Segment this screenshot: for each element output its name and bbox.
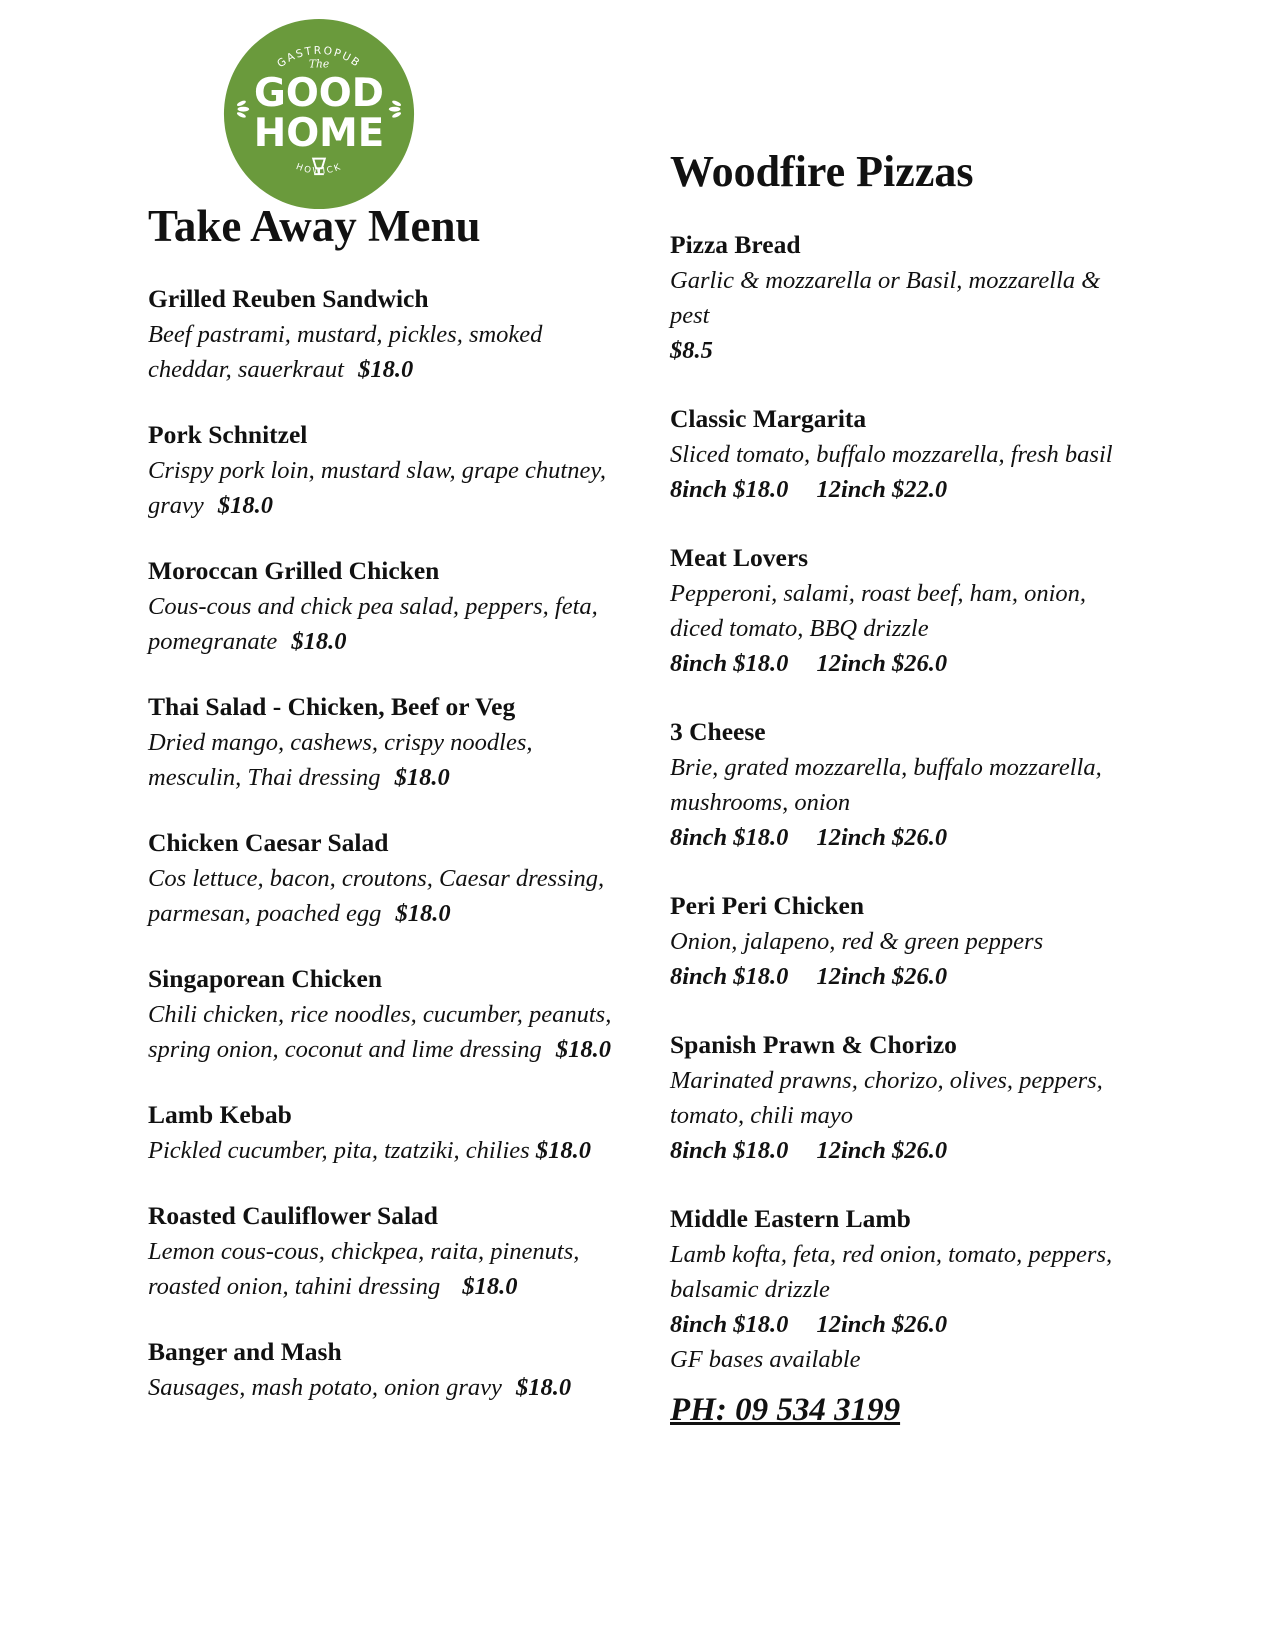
item-desc: Onion, jalapeno, red & green peppers <box>670 928 1044 955</box>
menu-item <box>148 1097 618 1168</box>
price-12inch: 12inch $26.0 <box>816 1137 948 1164</box>
item-name: Spanish Prawn & Chorizo <box>670 1030 957 1059</box>
logo-home-text: HOME <box>253 111 385 157</box>
menu-item <box>148 417 618 523</box>
section-title: Woodfire Pizzas <box>670 147 974 196</box>
price-8inch: 8inch $18.0 <box>670 1311 789 1338</box>
item-name: Moroccan Grilled Chicken <box>148 556 440 585</box>
item-price: $18.0 <box>217 492 274 519</box>
item-name: Pizza Bread <box>670 230 801 259</box>
item-desc: Garlic & mozzarella or Basil, mozzarella & pest <box>670 267 1101 329</box>
price-12inch: 12inch $26.0 <box>816 1311 948 1338</box>
menu-item <box>148 281 618 387</box>
item-name: Singaporean Chicken <box>148 964 383 993</box>
item-desc: Marinated prawns, chorizo, olives, peppers, tomato, chili mayo <box>670 1067 1103 1129</box>
price-12inch: 12inch $26.0 <box>816 650 948 677</box>
menu-item <box>670 401 1140 507</box>
item-desc: Cous-cous and chick pea salad, peppers, feta, pomegranate <box>148 593 598 655</box>
menu-item <box>148 1334 618 1405</box>
item-price: $18.0 <box>462 1273 518 1300</box>
item-desc: Crispy pork loin, mustard slaw, grape chutney, gravy <box>148 457 606 519</box>
item-desc: Cos lettuce, bacon, croutons, Caesar dressing, parmesan, poached egg <box>148 865 605 927</box>
logo-good-text: GOOD <box>253 71 385 117</box>
price-8inch: 8inch $18.0 <box>670 963 789 990</box>
price-8inch: 8inch $18.0 <box>670 476 789 503</box>
item-desc: Sausages, mash potato, onion gravy <box>148 1374 502 1401</box>
menu-item <box>148 553 618 659</box>
item-name: Middle Eastern Lamb <box>670 1204 911 1233</box>
item-desc: Chili chicken, rice noodles, cucumber, peanuts, spring onion, coconut and lime dressing <box>148 1001 612 1063</box>
item-name: Lamb Kebab <box>148 1100 292 1129</box>
menu-item <box>148 961 618 1067</box>
item-desc: Sliced tomato, buffalo mozzarella, fresh basil <box>670 441 1113 468</box>
item-price: $18.0 <box>358 356 414 383</box>
pizza-items <box>670 227 1140 1377</box>
price-8inch: 8inch $18.0 <box>670 824 789 851</box>
price-12inch: 12inch $26.0 <box>816 963 948 990</box>
item-name: 3 Cheese <box>670 717 766 746</box>
price-8inch: 8inch $18.0 <box>670 1137 789 1164</box>
item-name: Grilled Reuben Sandwich <box>148 284 429 313</box>
menu-item <box>148 825 618 931</box>
item-name: Pork Schnitzel <box>148 420 308 449</box>
item-desc: Dried mango, cashews, crispy noodles, mesculin, Thai dressing <box>148 729 533 791</box>
logo-the-text: The <box>308 57 330 71</box>
good-home-logo <box>222 17 416 211</box>
price-8inch: 8inch $18.0 <box>670 650 789 677</box>
item-name: Meat Lovers <box>670 543 809 572</box>
logo-top-text: GASTROPUB <box>274 43 364 71</box>
item-price: $18.0 <box>516 1374 572 1401</box>
item-name: Roasted Cauliflower Salad <box>148 1201 438 1230</box>
price-12inch: 12inch $22.0 <box>816 476 948 503</box>
price-12inch: 12inch $26.0 <box>816 824 948 851</box>
menu-item <box>670 714 1140 855</box>
item-desc: Pickled cucumber, pita, tzatziki, chilies <box>148 1137 530 1164</box>
item-price: $18.0 <box>395 900 451 927</box>
menu-item <box>670 1201 1140 1377</box>
gf-note: GF bases available <box>670 1346 861 1373</box>
item-desc: Brie, grated mozzarella, buffalo mozzarella, mushrooms, onion <box>670 754 1102 816</box>
logo-bottom-text: HOWICK <box>294 162 344 177</box>
item-name: Classic Margarita <box>670 404 867 433</box>
takeaway-items <box>148 281 618 1435</box>
item-name: Thai Salad - Chicken, Beef or Veg <box>148 692 516 721</box>
item-desc: Lamb kofta, feta, red onion, tomato, peppers, balsamic drizzle <box>670 1241 1113 1303</box>
menu-title: Take Away Menu <box>148 201 481 251</box>
phone-number: PH: 09 534 3199 <box>670 1392 901 1428</box>
item-price: $18.0 <box>555 1036 612 1063</box>
item-desc: Pepperoni, salami, roast beef, ham, onion, diced tomato, BBQ drizzle <box>670 580 1087 642</box>
item-name: Banger and Mash <box>148 1337 342 1366</box>
item-price: $18.0 <box>291 628 347 655</box>
item-name: Peri Peri Chicken <box>670 891 865 920</box>
menu-item <box>148 689 618 795</box>
item-name: Chicken Caesar Salad <box>148 828 389 857</box>
menu-item <box>670 888 1140 994</box>
item-price: $18.0 <box>535 1137 591 1164</box>
item-desc: Lemon cous-cous, chickpea, raita, pinenuts, roasted onion, tahini dressing <box>148 1238 580 1300</box>
item-price: $18.0 <box>394 764 450 791</box>
item-desc: Beef pastrami, mustard, pickles, smoked cheddar, sauerkraut <box>148 321 543 383</box>
item-price: $8.5 <box>670 337 713 364</box>
menu-item <box>670 540 1140 681</box>
menu-item <box>670 227 1140 368</box>
menu-item <box>148 1198 618 1304</box>
menu-item <box>670 1027 1140 1168</box>
